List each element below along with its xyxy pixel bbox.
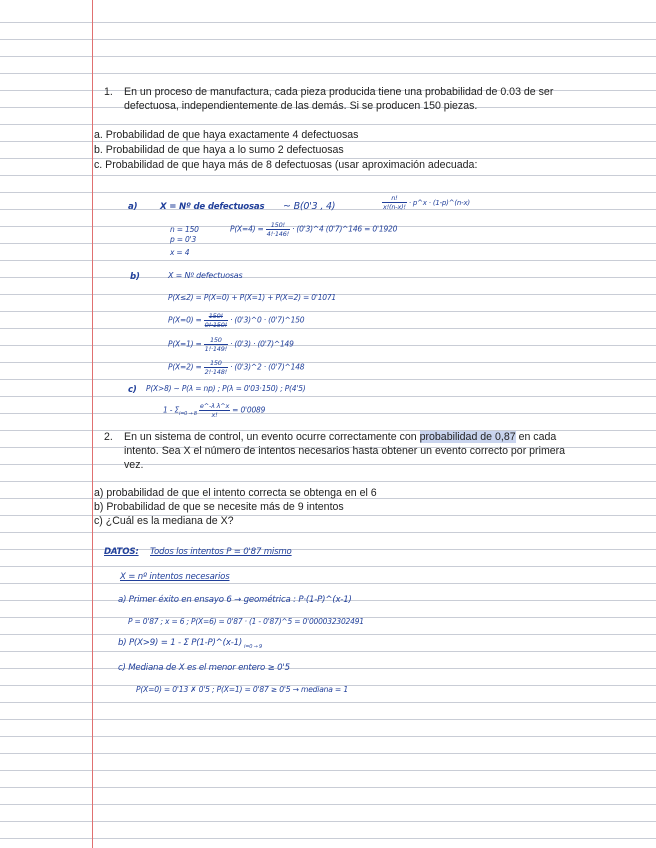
note-1b-p1-num: 150 [204,336,228,345]
note-1b-p0-pre: P(X=0) = [168,315,202,325]
note-1c-sum-pre: 1 - Σ [163,405,179,415]
note-1b-p1 [168,336,294,353]
note-2-datos-text: Todos los intentos P = 0'87 mismo [150,547,292,557]
question-1-line-2: defectuosa, independientemente de las demás. Si se producen 150 piezas. [124,100,478,112]
note-2b-text: b) P(X>9) = 1 - Σ P(1-P)^(x-1) [118,638,243,648]
note-2-x-def: X = nº intentos necesarios [120,572,230,582]
question-2 [104,431,644,473]
note-1a-formula-den: x!(n-x)! [383,203,406,211]
note-1c-sum-limits: i=0 → 8 [179,411,197,417]
note-1b-p1-post: · (0'3) · (0'7)^149 [230,339,294,349]
note-1b-p2-num: 150 [204,359,228,368]
note-1c-sum-den: x! [211,411,218,419]
note-1a-label: a) [128,202,138,212]
note-1b-label: b) [130,272,140,282]
note-1b-p2-den: 2!·148! [204,368,228,376]
note-1a-formula-num: n! [382,194,407,203]
note-2-datos-label: DATOS: [104,547,139,557]
note-1a-formula [380,194,470,211]
note-1a-definition: X = Nº de defectuosas [160,202,265,212]
note-1a-formula-tail: · p^x · (1-p)^(n-x) [408,199,470,207]
note-1a-calc-pre: P(X=4) = [230,224,264,234]
question-1-item-b: b. Probabilidad de que haya a lo sumo 2 defectuosas [94,144,344,156]
question-1-number: 1. [104,86,113,98]
note-2c-calc: P(X=0) = 0'13 ✗ 0'5 ; P(X=1) = 0'87 ≥ 0'5 → mediana = 1 [136,685,348,694]
note-2c-line: c) Mediana de X es el menor entero ≥ 0'5 [118,663,290,673]
note-1b-p0-den: 0!·150! [204,321,228,329]
question-2-line-1-post: en cada [515,431,557,443]
question-1-line-1: En un proceso de manufactura, cada pieza producida tiene una probabilidad de 0.03 de ser [124,86,554,98]
note-1b-sum: P(X≤2) = P(X=0) + P(X=1) + P(X=2) = 0'1071 [168,293,337,302]
note-1c-label: c) [128,385,137,395]
note-1a-calc [230,221,397,238]
note-1b-p0-post: · (0'3)^0 · (0'7)^150 [230,315,305,325]
note-1b-p1-den: 1!·149! [204,345,228,353]
question-1 [104,86,644,114]
note-1b-p2 [168,359,304,376]
question-2-highlight: probabilidad de 0,87 [419,431,516,443]
note-1b-p2-post: · (0'3)^2 · (0'7)^148 [230,362,305,372]
note-1b-p0 [168,312,304,329]
question-2-line-2: intento. Sea X el número de intentos necesarios hasta obtener un evento correcto por primera [124,445,566,457]
note-1b-p1-pre: P(X=1) = [168,339,202,349]
question-2-line-1 [124,431,556,444]
note-1c-sum-post: = 0'0089 [232,405,266,415]
note-1b-p2-pre: P(X=2) = [168,362,202,372]
question-2-item-a: a) probabilidad de que el intento correcta se obtenga en el 6 [94,487,377,499]
note-1c-sum-num: e^-λ λ^x [199,402,230,410]
note-1c-line: P(X>8) ~ P(λ = np) ; P(λ = 0'03·150) ; P(4'5) [146,384,306,393]
note-1a-n: n = 150 [170,225,199,234]
note-2b-limits: i=0 → 9 [244,643,262,650]
question-1-item-a: a. Probabilidad de que haya exactamente 4 defectuosas [94,129,359,141]
question-2-number: 2. [104,431,113,443]
question-2-item-c: c) ¿Cuál es la mediana de X? [94,515,234,527]
note-1a-x: x = 4 [170,248,190,257]
note-2a-calc: P = 0'87 ; x = 6 ; P(X=6) = 0'87 · (1 - 0'87)^5 = 0'000032302491 [128,617,364,626]
note-1b-p0-num: 150! [204,312,228,321]
note-1c-sum [163,402,265,419]
note-1a-calc-den: 4!·146! [266,230,290,238]
notebook-margin-line [92,0,93,848]
note-1a-distribution: ~ B(0'3 , 4) [283,201,336,212]
note-2a-line: a) Primer éxito en ensayo 6 → geométrica : P·(1-P)^(x-1) [118,595,352,605]
question-2-line-1-pre: En un sistema de control, un evento ocurre correctamente con [124,431,420,443]
question-1-item-c: c. Probabilidad de que haya más de 8 defectuosas (usar aproximación adecuada: [94,159,478,171]
note-1b-definition: X = Nº defectuosas [168,271,243,280]
question-2-item-b: b) Probabilidad de que se necesite más de 9 intentos [94,501,344,513]
note-1a-calc-post: · (0'3)^4 (0'7)^146 = 0'1920 [292,224,398,234]
note-1a-calc-num: 150! [266,221,290,230]
question-2-line-3: vez. [124,459,144,471]
note-1a-p: p = 0'3 [170,235,197,244]
note-2b-line [118,638,262,650]
